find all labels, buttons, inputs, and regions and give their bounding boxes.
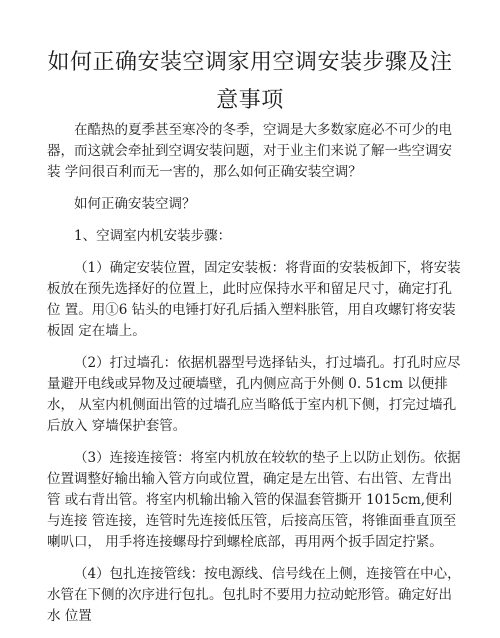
document-title: 如何正确安装空调家用空调安装步骤及注意事项 — [47, 50, 453, 113]
step-paragraph: （2）打过墙孔：依据机器型号选择钻头，打过墙孔。打孔时应尽 量避开电线或异物及过硬墙壁，孔内侧应高于外侧 0. 51cm 以便排水， 从室内机侧面出管的过墙孔应当略低于室内机下侧，打完过墙孔后放入 穿墙保护套管。 — [47, 355, 461, 434]
document-body — [47, 120, 463, 638]
step-paragraph: （4）包扎连接管线：按电源线、信号线在上侧，连接管在中心， 水管在下侧的次序进行包扎。包扎时不要用力拉动蛇形管。确定好出水 位置 — [47, 566, 461, 624]
section-heading: 1、空调室内机安装步骤： — [74, 228, 232, 244]
step-paragraph: （3）连接连接管：将室内机放在较软的垫子上以防止划伤。依据 位置调整好输出输入管方向或位置，确定是左出管、右出管、左背出管 或右背出管。将室内机输出输入管的保温套管撕开 1015cm,便利与连接 管连接，连管时先连接低压管，后接高压管，将锥面垂直顶至喇叭口， 用手将连接螺母拧到螺栓底部，再用两个扳手固定拧紧。 — [47, 450, 461, 550]
intro-paragraph: 在酷热的夏季甚至寒冷的冬季，空调是大多数家庭必不可少的电 器，而这就会牵扯到空调安装问题，对于业主们来说了解一些空调安装 学问很百利而无一害的，那么如何正确安装空调？ — [47, 122, 452, 180]
section-question: 如何正确安装空调？ — [74, 196, 196, 212]
step-paragraph: （1）确定安装位置，固定安装板：将背面的安装板卸下，将安装 板放在预先选择好的位置上，此时应保持水平和留足尺寸，确定打孔位 置。用①6 钻头的电锤打好孔后插入塑料胀管，用自攻螺钉将安装板固 定在墙上。 — [47, 260, 461, 339]
